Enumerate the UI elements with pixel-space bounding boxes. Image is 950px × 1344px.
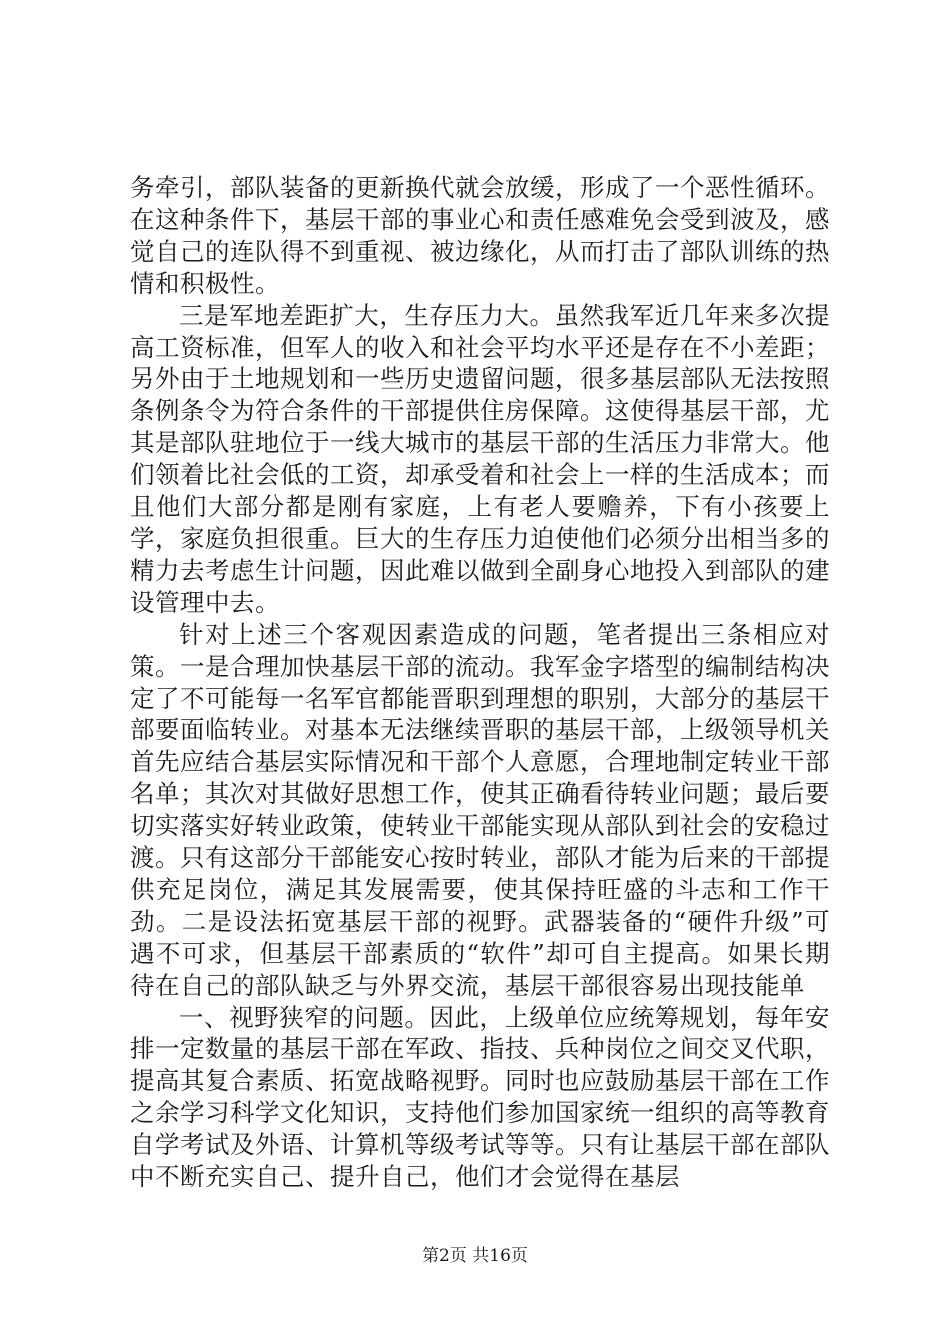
page-footer: 第2页 共16页 (422, 1246, 528, 1266)
paragraph-1: 务牵引，部队装备的更新换代就会放缓，形成了一个恶性循环。在这种条件下，基层干部的事业心和责任感难免会受到波及，感觉自己的连队得不到重视、被边缘化，从而打击了部队训练的热情和积极性。 (130, 173, 830, 298)
document-body (130, 172, 830, 1193)
paragraph-3: 针对上述三个客观因素造成的问题，笔者提出三条相应对策。一是合理加快基层干部的流动。我军金字塔型的编制结构决定了不可能每一名军官都能晋职到理想的职别，大部分的基层干部要面临转业。对基本无法继续晋职的基层干部，上级领导机关首先应结合基层实际情况和干部个人意愿，合理地制定转业干部名单；其次对其做好思想工作，使其正确看待转业问题；最后要切实落实好转业政策，使转业干部能实现从部队到社会的安稳过渡。只有这部分干部能安心按时转业，部队才能为后来的干部提供充足岗位，满足其发展需要，使其保持旺盛的斗志和工作干劲。二是设法拓宽基层干部的视野。武器装备的“硬件升级”可遇不可求，但基层干部素质的“软件”却可自主提高。如果长期待在自己的部队缺乏与外界交流，基层干部很容易出现技能单 (130, 619, 830, 1000)
paragraph-2: 三是军地差距扩大，生存压力大。虽然我军近几年来多次提高工资标准，但军人的收入和社会平均水平还是存在不小差距；另外由于土地规划和一些历史遗留问题，很多基层部队无法按照条例条令为符合条件的干部提供住房保障。这使得基层干部，尤其是部队驻地位于一线大城市的基层干部的生活压力非常大。他们领着比社会低的工资，却承受着和社会上一样的生活成本；而且他们大部分都是刚有家庭，上有老人要赡养，下有小孩要上学，家庭负担很重。巨大的生存压力迫使他们必须分出相当多的精力去考虑生计问题，因此难以做到全副身心地投入到部队的建设管理中去。 (130, 300, 830, 617)
paragraph-4: 一、视野狭窄的问题。因此，上级单位应统筹规划，每年安排一定数量的基层干部在军政、指技、兵种岗位之间交叉代职，提高其复合素质、拓宽战略视野。同时也应鼓励基层干部在工作之余学习科学文化知识，支持他们参加国家统一组织的高等教育自学考试及外语、计算机等级考试等等。只有让基层干部在部队中不断充实自己、提升自己，他们才会觉得在基层 (130, 1002, 830, 1192)
